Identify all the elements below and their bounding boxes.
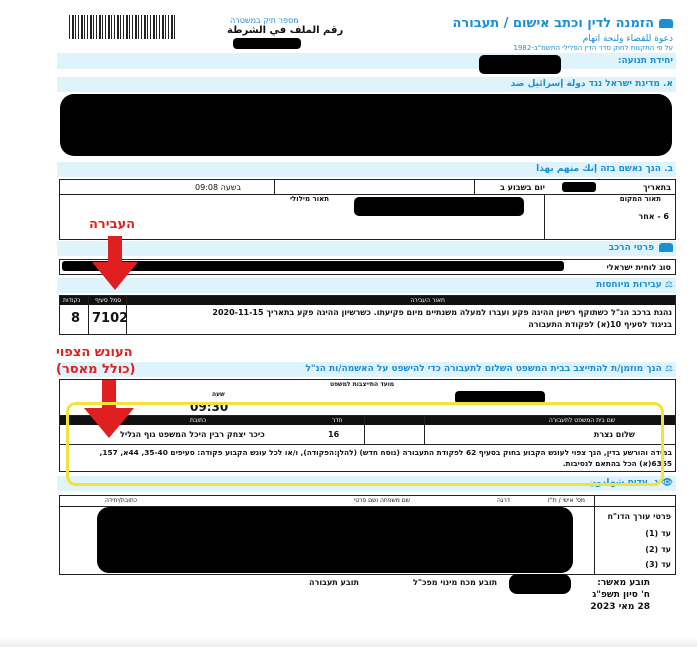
form-title [452,16,673,31]
penalty-annotation-sub: (כולל מאסר) [56,362,136,377]
law-reference: על פי התקנות לחוק סדר הדין הפלילי התשמ"ב-1982 [513,44,673,52]
eye-icon: 👁 [658,478,673,488]
vehicle-label: פרטי הרכב [608,243,654,253]
offense-desc-line1: נהגת ברכב הנ"ל כשתוקף רשיון ההיגה פקע ועברו למעלה משנתיים מיום פקיעתו. כשרשיון ההיגה פקע בתאריך 2020-11-15 [212,308,672,317]
redacted-signature [509,574,571,594]
section-b-label: ב. הנך נאשם בזה إنك متهم بهذا [536,164,673,174]
offense-desc-head: תאור העבירה [410,297,445,304]
offense-section-value: 7102 [92,311,129,326]
vehicle-band [57,241,676,256]
offenses-header [60,296,675,305]
summons-label: הנך מוזמן/ת להתייצב בבית המשפט השלום לתעבורה כדי להישפט על האשמה/ות הנ"ל [305,364,662,374]
title-text: הזמנה לדין וכתב אישום / תעבורה [452,16,654,31]
car-icon-vehicle [659,243,673,252]
court-address-value: כיכר יצחק רבין היכל המשפט גוף הגליל [120,430,265,439]
section-b-band [57,162,676,177]
witnesses-header [60,496,675,507]
redacted-witnesses [97,507,573,573]
traffic-prosecutor-label: תובע תעבורה [309,578,359,587]
file-number-label: מספר תיק במשטרה [230,16,299,25]
witness-row-3: עד (2) [645,545,671,554]
unit-label: יחידת תנועה: [617,56,673,66]
day-label: יום בשבוע ב [499,183,545,192]
redacted-unit [479,55,561,74]
gavel-icon: ⚖ [661,280,673,290]
witness-id-head: מס' אישי / ת"ז [547,497,585,504]
court-room-head: חדר [332,417,343,424]
hebrew-date: ח' סיון תשפ"ג [592,590,650,600]
file-number-arabic: رقم الملف في الشرطة [227,25,344,36]
detail-head: תאור מילולי [290,195,329,203]
time-label: בשעה 09:08 [195,183,242,192]
witnesses-label: ג. עדים شهادون [588,478,659,488]
barcode [69,15,177,39]
summons-form [57,14,676,634]
penalty-note-line2: 6365(א) הכל בהתאם לנסיבות. [562,459,672,468]
penalty-note-line1: במידה והורשע בדין, הנך צפוי לעונש הקבוע בחוק בסעיף 62 לפקודת התעבורה (נוסח חדש) (להלן:הפקודה), ו/או לכל עונש הקבוע פקודה: סעיפים 35-40, 44א, 157, [99,448,672,457]
gregorian-date: 28 מאי 2023 [590,602,650,612]
offense-points-value: 8 [71,311,81,326]
complainant-label: תובע מאשר: [597,578,650,588]
witness-row-4: עד (3) [645,560,671,569]
summons-band [57,362,676,377]
offense-points-head: נקודות [63,297,81,304]
offenses-band [57,278,676,293]
penalty-highlight-box [66,402,664,486]
redacted-defendant-details [60,94,672,156]
offense-annotation: העבירה [89,217,136,232]
court-room-value: 16 [328,430,340,439]
offenses-table [59,295,676,335]
penalty-annotation: העונש הצפוי [56,345,133,360]
witness-rank-head: דרגה [496,497,510,504]
prosecutor-label: תובע מכח מינוי מפכ"ל [413,578,498,587]
court-address-head: כתובת [190,417,207,424]
place-head: תאור המקום [619,195,661,203]
witness-name-head: שם משפחה ושם פרטי [353,497,410,504]
redacted-place [354,197,524,216]
place-value: 6 - אחר [638,212,669,221]
offenses-label: עבירות מיוחסות [596,280,662,290]
offense-desc-line2: בניגוד לסעיף 10(א) לפקודת התעבורה [528,320,672,329]
offense-arrow [86,234,146,294]
offense-section-head: סמל סעיף [95,297,122,304]
summons-hour-head: שעה [212,391,225,398]
scales-icon: ⚖ [661,364,673,374]
date-label: בתאריך [643,183,671,192]
witness-row-1: פרטי עורך הדו"ח [607,512,671,521]
form-subtitle: دعوة للقضاء ولنحة اتهام [582,34,673,44]
summons-date-head: מועד התייצבות למשפט [330,381,395,388]
witness-row-2: עד (1) [645,529,671,538]
section-a-label: א. מדינת ישראל נגד دولة إسرائيل ضد [510,79,673,89]
redacted-file-number [233,38,301,49]
court-name-head: שם בית המשפט לתעבורה [548,417,615,424]
witness-address-head: כתובת/יחידה [105,497,137,504]
summons-hour-value: 09:30 [190,400,229,414]
court-name-value: שלום נצרת [593,430,635,439]
car-icon [659,19,673,28]
unit-band [57,53,676,69]
license-type: סוג לוחית ישראלי [606,263,671,272]
page-bottom-edge [0,637,697,647]
section-a-band [57,77,676,92]
redacted-date [562,182,596,192]
